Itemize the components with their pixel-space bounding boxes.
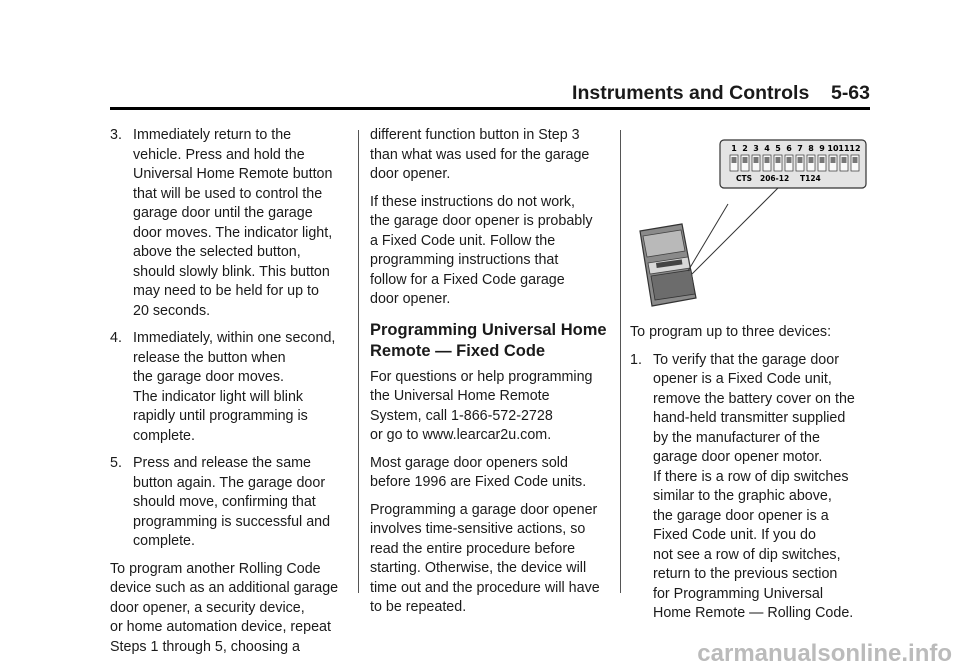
text-line: To program another Rolling Code [110,560,321,577]
dip-switch-number: 6 [786,144,792,153]
column-divider [620,130,621,593]
text-line: programming instructions that [370,252,559,268]
step-text [653,351,870,624]
text-line: than what was used for the garage [370,146,590,163]
text-line: or go to www.learcar2u.com. [370,427,552,443]
dip-switch-number: 5 [775,144,781,153]
dip-switch-number: 2 [742,144,748,153]
text-line: that will be used to control the [133,185,323,202]
list-item [630,351,870,624]
section-heading-fixed-code [370,320,608,362]
dip-label-model: 206-12 [760,174,790,183]
text-line: Remote — Fixed Code [370,341,546,360]
text-line: similar to the graphic above, [653,488,832,504]
text-line: not see a row of dip switches, [653,546,841,563]
dip-switch-toggle [853,157,858,163]
dip-switch-number: 8 [808,144,814,153]
text-line: Programming a garage door opener [370,501,598,518]
dip-switch-toggle [776,157,781,163]
text-line: starting. Otherwise, the device will [370,560,587,576]
text-line: door moves. The indicator light, [133,224,333,241]
text-line: follow for a Fixed Code garage [370,271,565,288]
text-line: may need to be held for up to [133,283,319,299]
step-number: 4. [110,330,122,346]
column-divider [358,130,359,593]
text-line: read the entire procedure before [370,540,576,557]
paragraph-fixed-code-hint [370,193,608,310]
text-line: 20 seconds. [133,302,211,319]
dip-switch-number: 7 [797,144,803,153]
text-line: different function button in Step 3 [370,127,580,143]
text-line: to be repeated. [370,599,467,615]
text-line: Immediately return to the [133,127,292,143]
text-line: garage door opener motor. [653,449,823,465]
paragraph-program-intro: To program up to three devices: [630,324,832,340]
text-line: rapidly until programming is [133,408,308,424]
text-line: Programming Universal Home [370,320,607,339]
text-line: or home automation device, repeat [110,619,331,635]
step-number: 3. [110,127,122,143]
text-line: remove the battery cover on the [653,390,855,407]
transmitter-dip-switch-graphic [630,126,870,311]
text-line: release the button when [133,349,286,366]
dip-switch-toggle [798,157,803,163]
dip-label-code: T124 [800,174,821,183]
dip-switch-toggle [820,157,825,163]
dip-switch-illustration [630,126,870,311]
steps-list [630,351,870,624]
dip-switch-toggle [787,157,792,163]
text-line: Home Remote — Rolling Code. [653,605,854,621]
text-line: hand-held transmitter supplied [653,410,846,426]
dip-switch-number: 11 [838,144,850,153]
text-line: For questions or help programming [370,368,593,385]
dip-switch-toggle [765,157,770,163]
watermark: carmanualsonline.info [697,640,952,667]
text-line: should move, confirming that [133,494,316,510]
paragraph-contact [370,368,608,446]
page-header [110,82,870,104]
text-line: Most garage door openers sold [370,454,568,471]
column-middle [370,126,608,626]
list-item [110,329,350,446]
text-line: door opener, a security device, [110,599,305,616]
text-line: the garage door opener is a [653,507,829,524]
steps-list [110,126,350,552]
dip-switch-number: 4 [764,144,770,153]
text-line: above the selected button, [133,244,301,260]
text-line: vehicle. Press and hold the [133,146,305,163]
step-text [133,454,350,552]
dip-switch-toggle [754,157,759,163]
paragraph-time-sensitive [370,501,608,618]
text-line: Universal Home Remote button [133,166,333,182]
text-line: return to the previous section [653,566,838,582]
step-text [133,329,350,446]
page-title: Instruments and Controls 5-63 [572,82,870,104]
text-line: should slowly blink. This button [133,263,330,280]
text-line: for Programming Universal [653,585,824,602]
text-line: involves time-sensitive actions, so [370,521,586,537]
text-line: time out and the procedure will have [370,579,600,596]
text-line: If these instructions do not work, [370,193,576,210]
text-line: If there is a row of dip switches [653,468,849,485]
text-line: the garage door opener is probably [370,213,593,229]
text-line: complete. [133,533,195,549]
step-number: 1. [630,351,642,368]
text-line: button again. The garage door [133,474,326,491]
text-line: The indicator light will blink [133,388,304,405]
text-line: garage door until the garage [133,205,313,221]
text-line: Immediately, within one second, [133,330,336,346]
text-line: To verify that the garage door [653,351,839,368]
text-line: Press and release the same [133,455,312,471]
paragraph-rolling-code [110,560,350,658]
text-line: a Fixed Code unit. Follow the [370,232,556,249]
dip-switch-number: 3 [753,144,759,153]
transmitter-icon [640,224,696,306]
dip-switch-toggle [831,157,836,163]
dip-switch-number: 10 [827,144,839,153]
text-line: opener is a Fixed Code unit, [653,371,832,387]
dip-switch-number: 12 [849,144,861,153]
step-text [133,126,350,321]
dip-switch-number: 9 [819,144,825,153]
dip-switch-toggle [743,157,748,163]
header-rule [110,107,870,110]
column-left [110,126,350,665]
text-line: device such as an additional garage [110,580,339,596]
dip-switch-toggle [809,157,814,163]
dip-switch-toggle [842,157,847,163]
text-line: complete. [133,427,195,444]
list-item [110,126,350,321]
text-line: programming is successful and [133,513,331,530]
paragraph-before-1996 [370,454,608,493]
text-line: Steps 1 through 5, choosing a [110,638,300,655]
step-number: 5. [110,455,122,471]
dip-switch-number: 1 [731,144,737,153]
text-line: the garage door moves. [133,369,285,385]
column-right [630,126,870,632]
text-line: door opener. [370,166,451,182]
text-line: by the manufacturer of the [653,429,820,446]
paragraph-function-button [370,126,608,185]
text-line: System, call 1-866-572-2728 [370,407,553,424]
dip-switch-panel [720,140,866,188]
dip-label-cts: CTS [736,174,753,183]
text-line: Fixed Code unit. If you do [653,527,816,543]
text-line: the Universal Home Remote [370,388,550,404]
dip-switch-toggle [732,157,737,163]
text-line: door opener. [370,291,451,307]
list-item [110,454,350,552]
text-line: before 1996 are Fixed Code units. [370,474,587,490]
